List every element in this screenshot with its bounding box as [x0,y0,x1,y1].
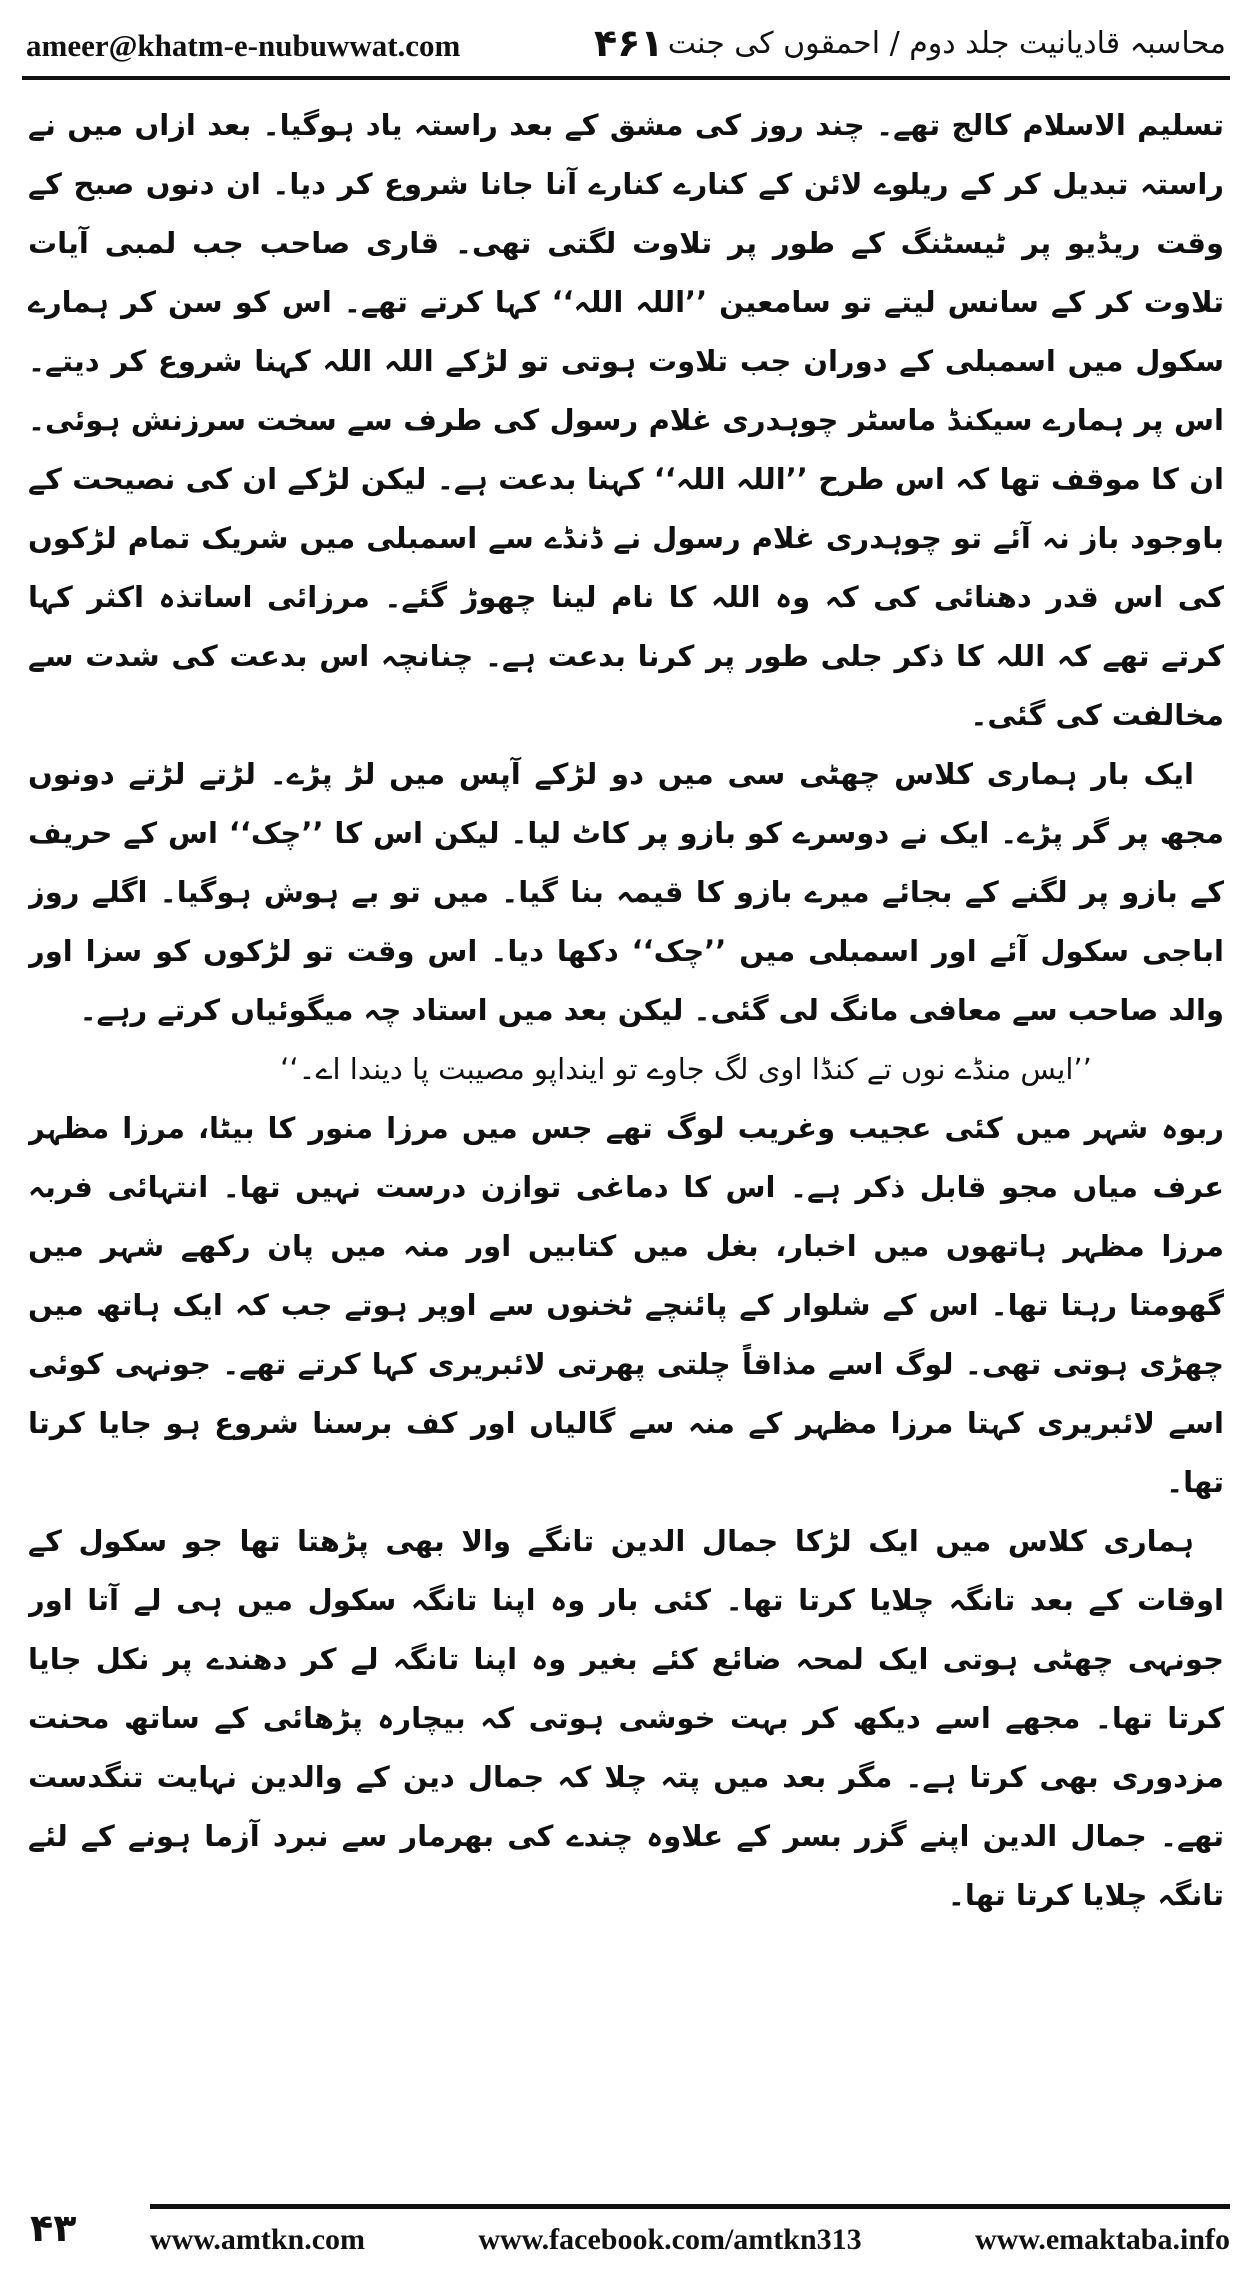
footer-divider [150,2204,1230,2209]
paragraph-class-fight: ایک بار ہماری کلاس چھٹی سی میں دو لڑکے آپس میں لڑ پڑے۔ لڑتے لڑتے دونوں مجھ پر گر پڑے۔ ایک نے دوسرے کو بازو پر کاٹ لیا۔ لیکن اس کا ’’چک‘‘ اس کے حریف کے بازو پر لگنے کے بجائے میرے بازو کا قیمہ بنا گیا۔ میں تو بے ہوش ہوگیا۔ اگلے روز اباجی سکول آئے اور اسمبلی میں ’’چک‘‘ دکھا دیا۔ اس وقت تو لڑکوں کو سزا اور والد صاحب سے معافی مانگ لی گئی۔ لیکن بعد میں استاد چہ میگوئیاں کرتے رہے۔ [28,757,1224,1027]
quoted-verse: ’’ایس منڈے نوں تے کنڈا اوی لگ جاوے تو اینداپو مصیبت پا دیندا اے۔‘‘ [280,1052,1092,1086]
page-body [28,96,1224,2116]
paragraph-assembly-recitation: تسلیم الاسلام کالج تھے۔ چند روز کی مشق کے بعد راستہ یاد ہوگیا۔ بعد ازاں میں نے راستہ تبدیل کر کے ریلوے لائن کے کنارے کنارے آنا جانا شروع کر دیا۔ ان دنوں صبح کے وقت ریڈیو پر ٹیسٹنگ کے طور پر تلاوت لگتی تھی۔ قاری صاحب جب لمبی آیات تلاوت کر کے سانس لیتے تو سامعین ’’اللہ اللہ‘‘ کہا کرتے تھے۔ اس کو سن کر ہمارے سکول میں اسمبلی کے دوران جب تلاوت ہوتی تو لڑکے اللہ اللہ کہنا شروع کر دیتے۔ اس پر ہمارے سیکنڈ ماسٹر چوہدری غلام رسول کی طرف سے سخت سرزنش ہوئی۔ ان کا موقف تھا کہ اس طرح ’’اللہ اللہ‘‘ کہنا بدعت ہے۔ لیکن لڑکے ان کی نصیحت کے باوجود باز نہ آئے تو چوہدری غلام رسول نے ڈنڈے سے اسمبلی میں شریک تمام لڑکوں کی اس قدر دھنائی کی کہ وہ اللہ کا نام لینا چھوڑ گئے۔ مرزائی اساتذہ اکثر کہا کرتے تھے کہ اللہ کا ذکر جلی طور پر کرنا بدعت ہے۔ چنانچہ اس بدعت کی شدت سے مخالفت کی گئی۔ [28,108,1224,732]
footer-page-number: ۴۳ [30,2206,77,2250]
header-email[interactable]: ameer@khatm-e-nubuwwat.com [26,28,461,63]
paragraph-mirza-mazhar: ربوہ شہر میں کئی عجیب وغریب لوگ تھے جس میں مرزا منور کا بیٹا، مرزا مظہر عرف میاں مجو قابل ذکر ہے۔ اس کا دماغی توازن درست نہیں تھا۔ انتہائی فربہ مرزا مظہر ہاتھوں میں اخبار، بغل میں کتابیں اور منہ میں پان رکھے شہر میں گھومتا رہتا تھا۔ اس کے شلوار کے پائنچے ٹخنوں سے اوپر ہوتے جب کہ ایک ہاتھ میں چھڑی ہوتی تھی۔ لوگ اسے مذاقاً چلتی پھرتی لائبریری کہا کرتے تھے۔ جونہی کوئی اسے لائبریری کہتا مرزا مظہر کے منہ سے گالیاں اور کف برسنا شروع ہو جایا کرتا تھا۔ [28,1111,1224,1499]
footer-links [150,2220,1230,2260]
paragraph-jamaluddin-tonga: ہماری کلاس میں ایک لڑکا جمال الدین تانگے والا بھی پڑھتا تھا جو سکول کے اوقات کے بعد تانگہ چلایا کرتا تھا۔ کئی بار وہ اپنا تانگہ سکول میں ہی لے آتا اور جونہی چھٹی ہوتی ایک لمحہ ضائع کئے بغیر وہ اپنا تانگہ لے کر دھندے پر نکل جایا کرتا تھا۔ مجھے اسے دیکھ کر بہت خوشی ہوتی کہ بیچارہ پڑھائی کے ساتھ محنت مزدوری بھی کرتا ہے۔ مگر بعد میں پتہ چلا کہ جمال دین کے والدین نہایت تنگدست تھے۔ جمال الدین اپنے گزر بسر کے علاوہ چندے کی بھرمار سے نبرد آزما ہونے کے لئے تانگہ چلایا کرتا تھا۔ [28,1524,1224,1912]
page-footer [22,2198,1230,2266]
footer-link-facebook[interactable]: www.facebook.com/amtkn313 [478,2223,862,2256]
book-page [22,14,1230,2266]
header-book-title: محاسبہ قادیانیت جلد دوم / احمقوں کی جنت [667,26,1226,61]
footer-link-amtkn[interactable]: www.amtkn.com [150,2223,365,2256]
page-header [22,14,1230,80]
footer-link-emaktaba[interactable]: www.emaktaba.info [974,2223,1230,2256]
header-page-number: ۴۶۱ [594,21,664,65]
